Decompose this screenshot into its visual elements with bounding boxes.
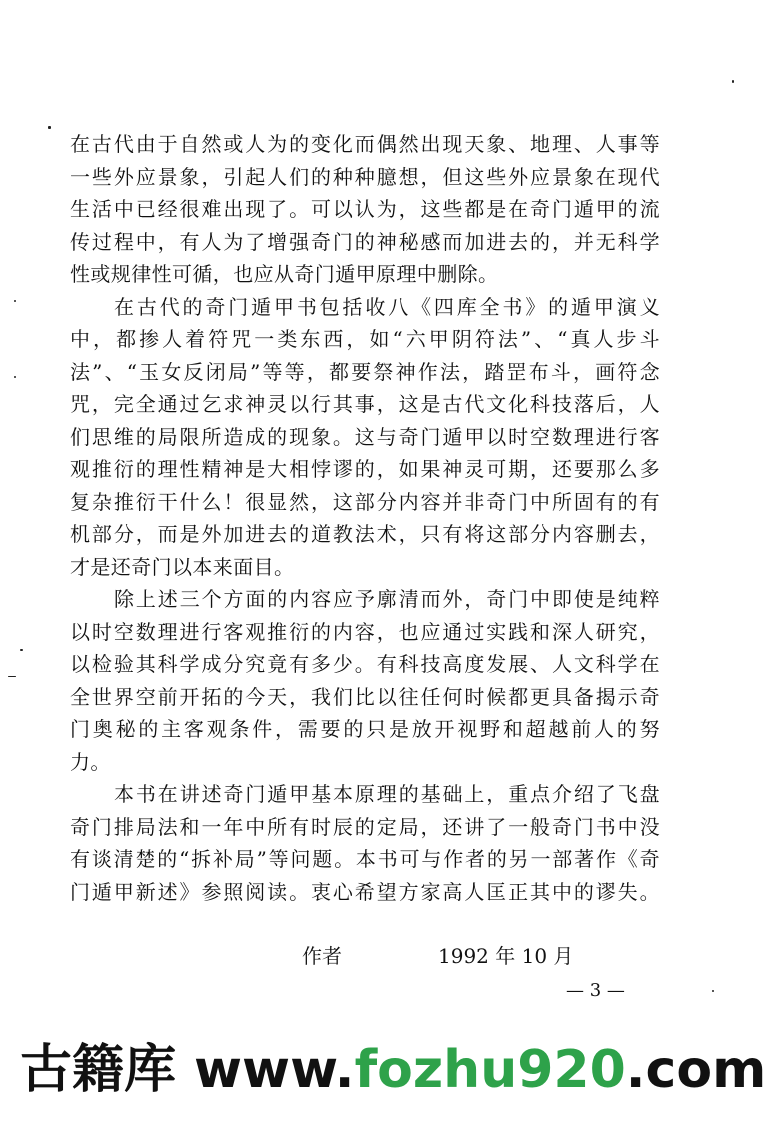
signature-author: 作者 [302, 944, 342, 968]
text-line: 机部分，而是外加进去的道教法术，只有将这部分内容删去， [70, 522, 660, 546]
watermark-url-suffix: .com [625, 1040, 766, 1100]
signature-line [302, 942, 573, 970]
watermark-url-accent: fozhu920 [354, 1040, 626, 1100]
text-line: 力。 [70, 749, 111, 774]
text-line: 一些外应景象，引起人们的种种臆想，但这些外应景象在现代 [70, 164, 660, 189]
text-line: 传过程中，有人为了增强奇门的神秘感而加进去的，并无科学 [70, 229, 660, 254]
text-line: 有谈清楚的“拆补局”等问题。本书可与作者的另一部著作《奇 [70, 847, 660, 871]
text-line: 生活中已经很难出现了。可以认为，这些都是在奇门遁甲的流 [70, 197, 660, 221]
text-line: 门奥秘的主客观条件，需要的只是放开视野和超越前人的努 [70, 717, 660, 741]
text-line: 咒，完全通过乞求神灵以行其事，这是古代文化科技落后，人 [70, 392, 660, 416]
scan-speck [48, 126, 51, 129]
text-line: 法”、“玉女反闭局”等等，都要祭神作法，踏罡布斗，画符念 [70, 359, 660, 384]
text-line: 除上述三个方面的内容应予廓清而外，奇门中即使是纯粹 [114, 587, 660, 611]
text-line: 才是还奇门以本来面目。 [70, 554, 295, 579]
text-line: 性或规律性可循，也应从奇门遁甲原理中删除。 [70, 262, 499, 286]
signature-date: 1992 年 10 月 [438, 944, 574, 968]
text-line: 在古代的奇门遁甲书包括收八《四库全书》的遁甲演义 [114, 294, 660, 319]
site-watermark [20, 1030, 766, 1110]
text-line: 本书在讲述奇门遁甲基本原理的基础上，重点介绍了飞盘 [114, 782, 660, 806]
scan-speck [14, 300, 16, 302]
text-line: 全世界空前开拓的今天，我们比以往任何时候都更具备揭示奇 [70, 684, 660, 709]
text-line: 门遁甲新述》参照阅读。衷心希望方家高人匡正其中的谬失。 [70, 879, 660, 904]
text-line: 奇门排局法和一年中所有时辰的定局，还讲了一般奇门书中没 [70, 814, 660, 839]
scan-speck [8, 676, 16, 677]
text-line: 们思维的局限所造成的现象。这与奇门遁甲以时空数理进行客 [70, 424, 660, 449]
watermark-url-prefix: www. [194, 1040, 355, 1100]
text-line: 复杂推衍干什么！很显然，这部分内容并非奇门中所固有的有 [70, 489, 660, 514]
text-line: 在古代由于自然或人为的变化而偶然出现天象、地理、人事等 [70, 132, 660, 156]
scan-speck [732, 80, 734, 83]
text-line: 以时空数理进行客观推衍的内容，也应通过实践和深人研究， [70, 619, 660, 644]
text-line: 观推衍的理性精神是大相悖谬的，如果神灵可期，还要那么多 [70, 457, 660, 481]
scan-speck [712, 990, 714, 992]
scan-speck [14, 376, 16, 378]
body-text [70, 128, 660, 908]
text-line: 以检验其科学成分究竟有多少。有科技高度发展、人文科学在 [70, 652, 660, 676]
scan-speck [20, 649, 23, 651]
text-line: 中，都掺人着符咒一类东西，如“六甲阴符法”、“真人步斗 [70, 327, 660, 351]
watermark-site-name: 古籍库 [20, 1040, 177, 1100]
page-number: — 3 — [566, 980, 625, 1001]
